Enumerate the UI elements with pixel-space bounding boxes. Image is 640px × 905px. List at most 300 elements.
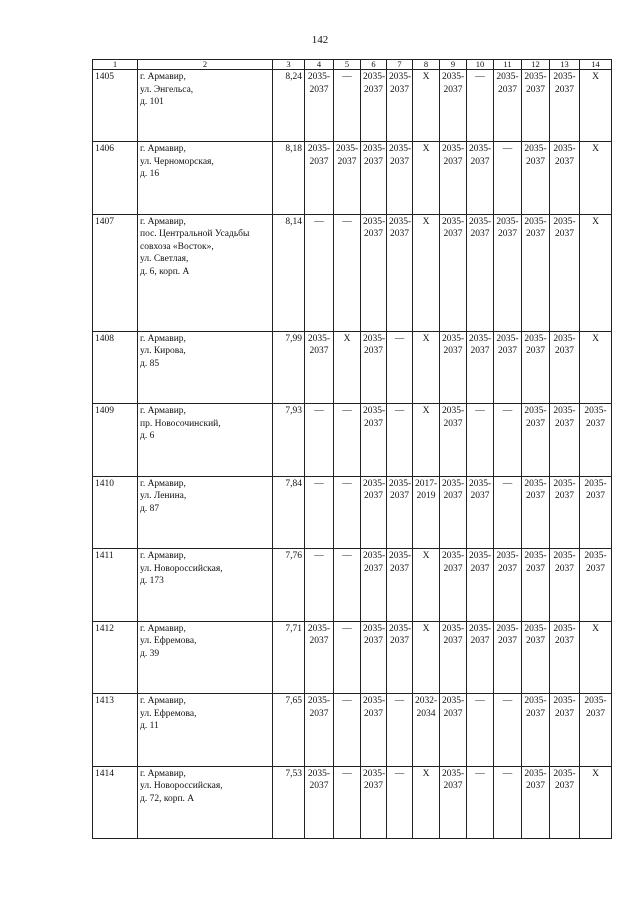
address-line: г. Армавир, (140, 623, 186, 634)
address-cell (138, 621, 273, 693)
table-row (93, 331, 612, 403)
x-mark: X (592, 144, 599, 155)
year-cell-col-4 (305, 694, 334, 766)
year-value: 2035- (553, 768, 576, 779)
x-mark: X (422, 333, 430, 344)
year-cell-col-10 (467, 694, 494, 766)
year-value: 2035- (307, 144, 331, 155)
year-cell-col-11 (494, 214, 522, 331)
year-cell-col-7 (387, 142, 413, 214)
year-value: 2037 (443, 491, 463, 502)
year-value: 2037 (526, 84, 545, 95)
year-cell-col-14 (580, 766, 612, 839)
dash-mark: — (314, 551, 324, 562)
year-cell-col-9 (440, 766, 467, 839)
year-value: 2035- (524, 551, 547, 562)
year-value: 2035- (469, 551, 492, 562)
year-value: 2037 (526, 346, 545, 357)
year-cell-col-13 (550, 549, 580, 621)
year-value: 2035- (496, 623, 519, 634)
year-cell-col-6 (361, 766, 387, 839)
year-cell-col-5 (334, 70, 361, 142)
column-header-12: 12 (522, 60, 550, 70)
year-value: 2035- (524, 623, 547, 634)
year-value: 2037 (470, 636, 490, 647)
table-body (93, 70, 612, 839)
column-header-3: 3 (273, 60, 305, 70)
address-cell (138, 549, 273, 621)
row-number: 1411 (93, 549, 138, 621)
year-value: 2035- (442, 72, 465, 82)
address-line: ул. Светлая, (140, 254, 189, 265)
year-cell-col-7 (387, 694, 413, 766)
column-header-10: 10 (467, 60, 494, 70)
year-value: 2035- (553, 478, 576, 489)
year-value: 2037 (364, 781, 383, 791)
year-value: 2035- (363, 768, 386, 779)
address-line: д. 16 (140, 169, 160, 180)
table-row (93, 549, 612, 621)
address-line: совхоза «Восток», (140, 241, 214, 252)
year-value: 2032- (415, 696, 438, 707)
address-line: г. Армавир, (140, 768, 186, 779)
year-value: 2037 (364, 229, 383, 240)
year-cell-col-5 (334, 694, 361, 766)
column-header-6: 6 (361, 60, 387, 70)
year-value: 2037 (526, 636, 545, 647)
address-cell (138, 331, 273, 403)
year-value: 2037 (309, 636, 329, 647)
dash-mark: — (502, 696, 513, 707)
dash-mark: — (342, 696, 352, 707)
year-value: 2037 (498, 229, 517, 240)
year-value: 2035- (442, 406, 465, 417)
year-cell-col-10 (467, 214, 494, 331)
year-value: 2037 (364, 636, 383, 647)
year-value: 2035- (307, 333, 331, 344)
address-line: д. 85 (140, 358, 160, 369)
dash-mark: — (342, 478, 352, 489)
dash-mark: — (502, 144, 513, 155)
year-value: 2035- (389, 72, 412, 82)
year-cell-col-5 (334, 404, 361, 476)
year-cell-col-13 (550, 694, 580, 766)
column-header-1: 1 (93, 60, 138, 70)
year-value: 2037 (555, 418, 574, 429)
year-value: 2035- (469, 478, 492, 489)
year-value: 2037 (364, 84, 383, 95)
year-value: 2035- (363, 333, 386, 344)
year-cell-col-9 (440, 142, 467, 214)
dash-mark: — (475, 696, 485, 707)
table-row (93, 694, 612, 766)
address-cell (138, 404, 273, 476)
year-value: 2035- (524, 478, 547, 489)
year-cell-col-12 (522, 70, 550, 142)
year-cell-col-10 (467, 621, 494, 693)
address-line: ул. Кирова, (140, 346, 186, 357)
column-header-13: 13 (550, 60, 580, 70)
year-cell-col-7 (387, 766, 413, 839)
year-value: 2037 (555, 229, 574, 240)
year-cell-col-14 (580, 331, 612, 403)
year-cell-col-8 (413, 331, 440, 403)
address-line: д. 101 (140, 97, 164, 107)
x-mark: X (592, 768, 599, 779)
dash-mark: — (342, 551, 352, 562)
dash-mark: — (502, 478, 513, 489)
area-cell: 7,65 (273, 694, 305, 766)
year-cell-col-5 (334, 331, 361, 403)
year-value: 2037 (309, 781, 329, 791)
year-cell-col-12 (522, 142, 550, 214)
year-cell-col-9 (440, 476, 467, 548)
year-value: 2037 (586, 563, 605, 574)
dash-mark: — (394, 768, 405, 779)
area-cell: 8,24 (273, 70, 305, 142)
year-value: 2017- (415, 478, 438, 489)
area-cell: 8,14 (273, 214, 305, 331)
year-cell-col-14 (580, 214, 612, 331)
year-value: 2037 (309, 708, 329, 719)
year-value: 2035- (363, 144, 386, 155)
year-cell-col-4 (305, 549, 334, 621)
row-number: 1410 (93, 476, 138, 548)
year-value: 2037 (526, 229, 545, 240)
x-mark: X (422, 551, 430, 562)
address-line: ул. Новороссийская, (140, 781, 223, 791)
year-value: 2035- (553, 144, 576, 155)
year-cell-col-11 (494, 766, 522, 839)
year-cell-col-11 (494, 476, 522, 548)
column-header-8: 8 (413, 60, 440, 70)
row-number: 1413 (93, 694, 138, 766)
address-line: д. 173 (140, 576, 164, 587)
year-value: 2035- (553, 551, 576, 562)
year-value: 2035- (496, 72, 519, 82)
area-cell: 8,18 (273, 142, 305, 214)
year-value: 2037 (443, 708, 463, 719)
year-cell-col-10 (467, 476, 494, 548)
year-value: 2035- (363, 551, 386, 562)
year-value: 2037 (443, 84, 463, 95)
year-value: 2035- (524, 333, 547, 344)
row-number: 1409 (93, 404, 138, 476)
year-cell-col-8 (413, 404, 440, 476)
year-value: 2035- (442, 696, 465, 707)
address-line: д. 87 (140, 503, 160, 514)
year-cell-col-12 (522, 476, 550, 548)
address-line: г. Армавир, (140, 406, 186, 417)
year-cell-col-11 (494, 549, 522, 621)
year-cell-col-12 (522, 766, 550, 839)
year-value: 2037 (309, 346, 329, 357)
address-line: ул. Ленина, (140, 491, 187, 502)
year-value: 2037 (555, 84, 574, 95)
year-value: 2037 (470, 156, 490, 167)
year-value: 2037 (586, 491, 605, 502)
table-row (93, 70, 612, 142)
year-value: 2035- (553, 696, 576, 707)
year-value: 2035- (389, 144, 412, 155)
year-cell-col-13 (550, 142, 580, 214)
year-cell-col-10 (467, 766, 494, 839)
year-value: 2037 (498, 84, 517, 95)
column-header-4: 4 (305, 60, 334, 70)
table-row (93, 404, 612, 476)
year-value: 2035- (553, 406, 576, 417)
year-value: 2037 (364, 418, 383, 429)
x-mark: X (422, 406, 430, 417)
year-cell-col-6 (361, 549, 387, 621)
column-header-5: 5 (334, 60, 361, 70)
year-value: 2035- (442, 768, 465, 779)
year-value: 2037 (443, 418, 463, 429)
table-row (93, 214, 612, 331)
year-value: 2037 (443, 156, 463, 167)
address-line: г. Армавир, (140, 144, 186, 155)
dash-mark: — (394, 333, 405, 344)
year-value: 2035- (363, 216, 386, 227)
year-cell-col-7 (387, 331, 413, 403)
year-cell-col-9 (440, 214, 467, 331)
dash-mark: — (342, 768, 352, 779)
year-value: 2037 (498, 563, 517, 574)
year-value: 2019 (416, 491, 436, 502)
year-value: 2037 (526, 156, 545, 167)
year-cell-col-9 (440, 549, 467, 621)
address-line: д. 39 (140, 648, 160, 659)
year-value: 2035- (469, 216, 492, 227)
year-cell-col-13 (550, 331, 580, 403)
year-cell-col-12 (522, 214, 550, 331)
year-cell-col-7 (387, 70, 413, 142)
year-cell-col-6 (361, 476, 387, 548)
table-row (93, 142, 612, 214)
address-line: ул. Ефремова, (140, 636, 197, 647)
year-cell-col-14 (580, 142, 612, 214)
year-value: 2035- (584, 696, 607, 707)
year-value: 2037 (526, 563, 545, 574)
x-mark: X (592, 216, 599, 227)
year-value: 2035- (442, 623, 465, 634)
year-cell-col-12 (522, 404, 550, 476)
year-cell-col-6 (361, 214, 387, 331)
year-value: 2035- (496, 333, 519, 344)
row-number: 1414 (93, 766, 138, 839)
address-line: г. Армавир, (140, 478, 186, 489)
address-line: г. Армавир, (140, 551, 186, 562)
dash-mark: — (314, 478, 324, 489)
address-line: пр. Новосочинский, (140, 418, 221, 429)
year-cell-col-6 (361, 404, 387, 476)
row-number: 1408 (93, 331, 138, 403)
table-header (93, 60, 612, 70)
year-value: 2035- (389, 623, 412, 634)
year-value: 2037 (586, 418, 605, 429)
year-cell-col-6 (361, 142, 387, 214)
year-value: 2035- (363, 696, 386, 707)
year-cell-col-5 (334, 476, 361, 548)
dash-mark: — (502, 768, 513, 779)
address-line: г. Армавир, (140, 72, 186, 82)
year-cell-col-9 (440, 331, 467, 403)
address-line: пос. Центральной Усадьбы (140, 229, 250, 240)
year-value: 2037 (390, 156, 409, 167)
column-header-2: 2 (138, 60, 273, 70)
year-cell-col-12 (522, 331, 550, 403)
year-value: 2037 (526, 491, 545, 502)
year-value: 2037 (337, 156, 357, 167)
year-value: 2035- (553, 216, 576, 227)
year-value: 2037 (364, 563, 383, 574)
year-cell-col-8 (413, 476, 440, 548)
year-value: 2035- (363, 72, 386, 82)
dash-mark: — (475, 406, 485, 417)
address-line: ул. Энгельса, (140, 84, 194, 95)
row-number: 1406 (93, 142, 138, 214)
address-line: д. 11 (140, 721, 159, 732)
x-mark: X (592, 623, 599, 634)
address-cell (138, 694, 273, 766)
year-cell-col-11 (494, 142, 522, 214)
year-value: 2037 (443, 781, 463, 791)
year-cell-col-6 (361, 621, 387, 693)
year-value: 2035- (496, 216, 519, 227)
year-value: 2035- (442, 551, 465, 562)
year-cell-col-10 (467, 142, 494, 214)
year-value: 2035- (584, 406, 607, 417)
year-value: 2035- (363, 406, 386, 417)
area-cell: 7,71 (273, 621, 305, 693)
year-cell-col-13 (550, 766, 580, 839)
year-value: 2037 (443, 346, 463, 357)
dash-mark: — (342, 406, 352, 417)
year-cell-col-7 (387, 214, 413, 331)
x-mark: X (422, 144, 430, 155)
dash-mark: — (342, 216, 352, 227)
year-cell-col-10 (467, 331, 494, 403)
year-value: 2037 (309, 156, 329, 167)
year-value: 2037 (364, 708, 383, 719)
table-row (93, 621, 612, 693)
year-cell-col-4 (305, 142, 334, 214)
year-cell-col-12 (522, 694, 550, 766)
x-mark: X (592, 72, 599, 82)
year-cell-col-12 (522, 549, 550, 621)
year-value: 2037 (390, 491, 409, 502)
year-value: 2035- (469, 144, 492, 155)
year-value: 2034 (416, 708, 436, 719)
year-value: 2035- (363, 623, 386, 634)
year-value: 2035- (389, 216, 412, 227)
year-cell-col-9 (440, 621, 467, 693)
year-cell-col-14 (580, 621, 612, 693)
area-cell: 7,53 (273, 766, 305, 839)
year-value: 2037 (443, 636, 463, 647)
year-cell-col-9 (440, 404, 467, 476)
year-value: 2037 (364, 156, 383, 167)
dash-mark: — (314, 406, 324, 417)
year-value: 2037 (586, 708, 605, 719)
year-cell-col-6 (361, 694, 387, 766)
year-value: 2035- (389, 478, 412, 489)
year-cell-col-13 (550, 621, 580, 693)
year-value: 2035- (496, 551, 519, 562)
year-cell-col-4 (305, 766, 334, 839)
row-number: 1405 (93, 70, 138, 142)
year-cell-col-4 (305, 70, 334, 142)
dash-mark: — (394, 406, 405, 417)
year-cell-col-10 (467, 70, 494, 142)
year-value: 2037 (470, 346, 490, 357)
year-value: 2037 (443, 563, 463, 574)
year-cell-col-8 (413, 70, 440, 142)
year-cell-col-11 (494, 621, 522, 693)
year-cell-col-14 (580, 476, 612, 548)
year-value: 2037 (555, 156, 574, 167)
column-header-14: 14 (580, 60, 612, 70)
dash-mark: — (342, 623, 352, 634)
address-line: ул. Новороссийская, (140, 563, 223, 574)
year-value: 2037 (555, 491, 574, 502)
year-value: 2037 (526, 708, 545, 719)
page-number: 142 (311, 34, 329, 46)
year-cell-col-4 (305, 331, 334, 403)
year-cell-col-13 (550, 404, 580, 476)
year-value: 2035- (553, 623, 576, 634)
table-row (93, 766, 612, 839)
year-value: 2035- (524, 768, 547, 779)
area-cell: 7,93 (273, 404, 305, 476)
x-mark: X (422, 623, 430, 634)
dash-mark: — (502, 406, 513, 417)
year-value: 2035- (442, 144, 465, 155)
year-value: 2035- (469, 333, 492, 344)
address-cell (138, 214, 273, 331)
year-value: 2035- (442, 333, 465, 344)
x-mark: X (422, 216, 430, 227)
year-value: 2035- (524, 144, 547, 155)
year-value: 2037 (470, 563, 490, 574)
year-cell-col-11 (494, 694, 522, 766)
year-cell-col-10 (467, 549, 494, 621)
year-cell-col-13 (550, 476, 580, 548)
year-cell-col-14 (580, 694, 612, 766)
year-value: 2035- (553, 72, 576, 82)
year-value: 2037 (470, 491, 490, 502)
address-line: г. Армавир, (140, 696, 186, 707)
year-value: 2037 (526, 781, 545, 791)
address-line: г. Армавир, (140, 216, 186, 227)
year-cell-col-14 (580, 549, 612, 621)
year-cell-col-8 (413, 694, 440, 766)
year-value: 2035- (363, 478, 386, 489)
address-cell (138, 142, 273, 214)
area-cell: 7,99 (273, 331, 305, 403)
address-cell (138, 70, 273, 142)
dash-mark: — (475, 768, 485, 779)
year-cell-col-7 (387, 404, 413, 476)
year-cell-col-9 (440, 694, 467, 766)
year-value: 2037 (443, 229, 463, 240)
year-value: 2035- (584, 551, 607, 562)
year-value: 2037 (555, 708, 574, 719)
year-cell-col-7 (387, 476, 413, 548)
x-mark: X (592, 333, 599, 344)
address-line: д. 6, корп. А (140, 266, 190, 277)
year-cell-col-5 (334, 549, 361, 621)
